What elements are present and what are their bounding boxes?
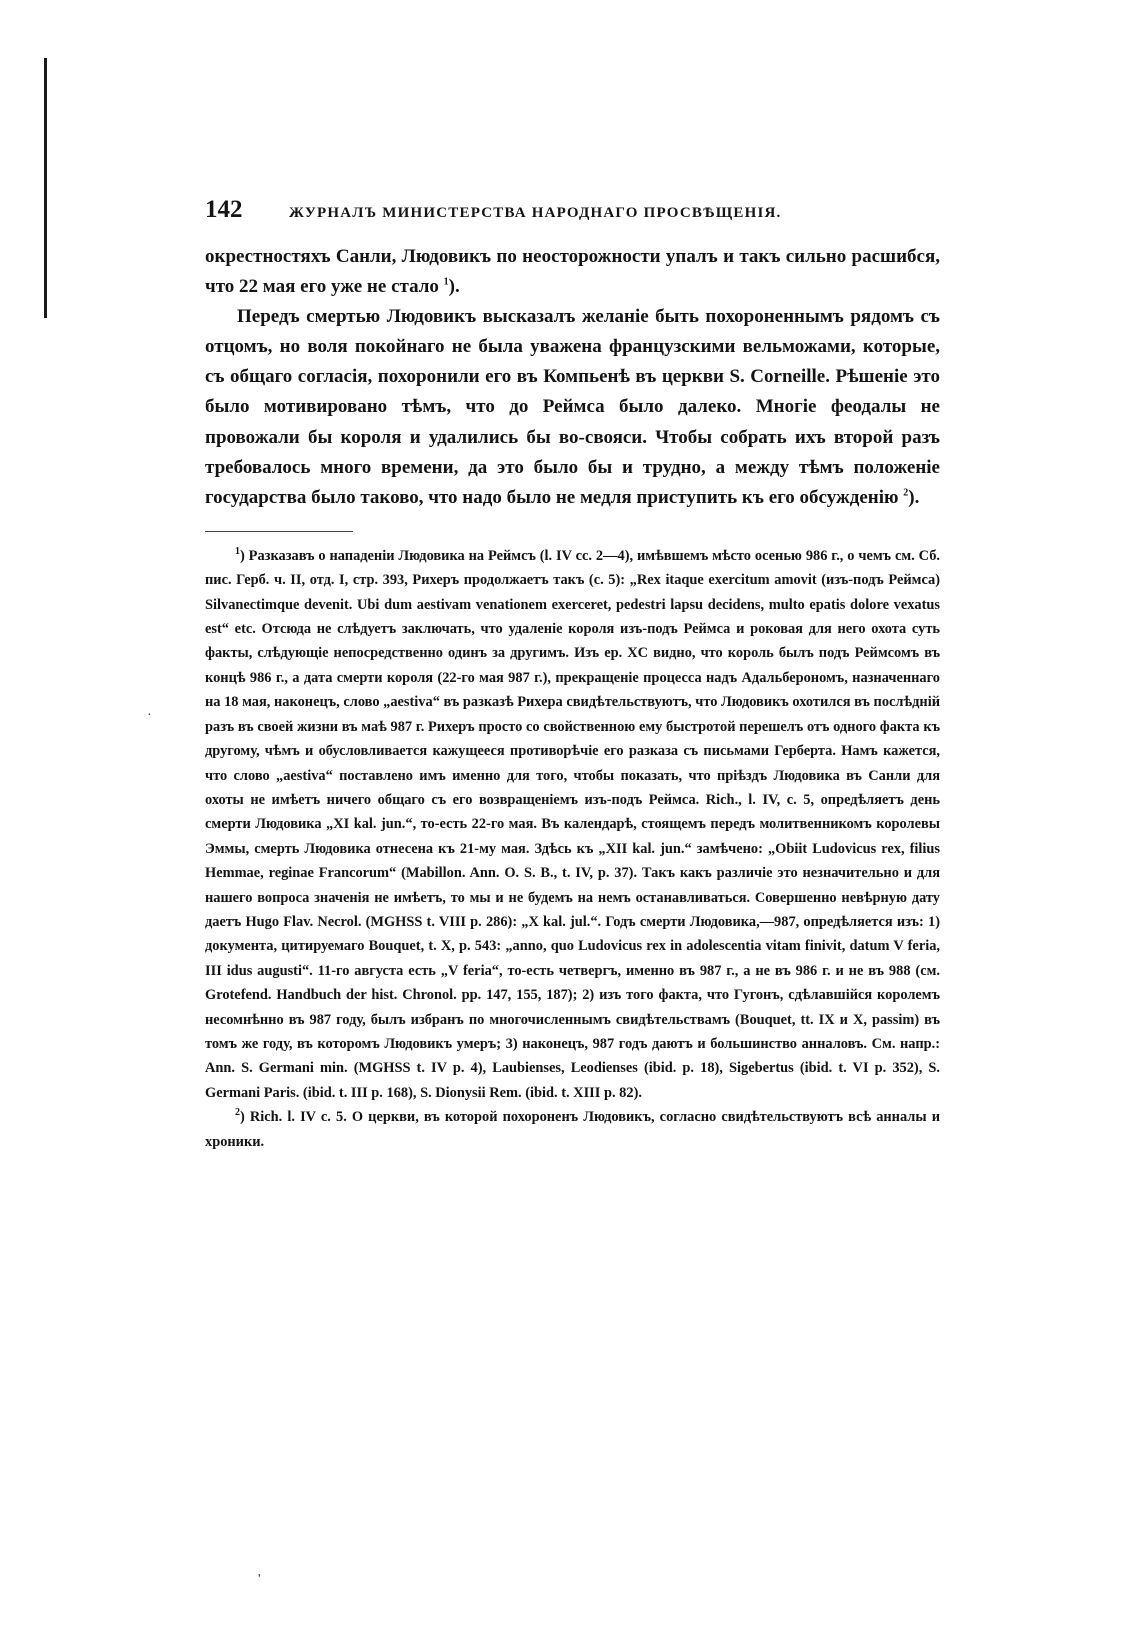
footnote-1-text: ) Разказавъ о нападеніи Людовика на Реймсъ (l. IV cc. 2—4), имѣвшемъ мѣсто осенью 986 г., о чемъ см. Сб. пис. Герб. ч. II, отд. I, стр. 393, Рихеръ продолжаетъ такъ (c. 5): „Rex itaque exercitum amovit (изъ-подъ Реймса) Silvanectimque devenit. Ubi dum aestivam venationem exerceret, pedestri lapsu decidens, multo epatis dolore vexatus est“ etc. Отсюда не слѣдуетъ заключать, что удаленіе короля изъ-подъ Реймса и роковая для него охота суть факты, слѣдующіе непосредственно одинъ за другимъ. Изъ ер. XC видно, что король былъ подъ Реймсомъ въ концѣ 986 г., а дата смерти короля (22-го мая 987 г.), прекращеніе процесса надъ Адальберономъ, назначеннаго на 18 мая, наконецъ, слово „aestiva“ въ разказѣ Рихера свидѣтельствуютъ, что Людовикъ охотился въ послѣдній разъ въ своей жизни въ маѣ 987 г. Рихеръ просто со свойственною ему быстротой перешелъ отъ одного факта къ другому, чѣмъ и обусловливается кажущееся противорѣчіе его разказа съ письмами Герберта. Намъ кажется, что слово „aestiva“ поставлено имъ именно для того, чтобы показать, что пріѣздъ Людовика въ Санли для охоты не имѣетъ ничего общаго съ его возвращеніемъ изъ-подъ Реймса. Rich., l. IV, c. 5, опредѣляетъ день смерти Людовика „XI kal. jun.“, то-есть 22-го мая. Въ календарѣ, стоящемъ передъ молитвенникомъ королевы Эммы, смерть Людовика отнесена къ 21-му мая. Здѣсь къ „XII kal. jun.“ замѣчено: „Obiit Ludovicus rex, filius Hemmae, reginae Francorum“ (Mabillon. Ann. O. S. B., t. IV, p. 37). Такъ какъ различіе это незначительно и для нашего вопроса значенія не имѣетъ, то мы и не будемъ на немъ останавливаться. Совершенно невѣрную дату даетъ Hugo Flav. Necrol. (MGHSS t. VIII p. 286): „X kal. jul.“. Годъ смерти Людовика,—987, опредѣляется изъ: 1) документа, цитируемаго Bouquet, t. X, p. 543: „anno, quo Ludovicus rex in adolescentia vitam finivit, datum V feria, III idus augusti“. 11-го августа есть „V feria“, то-есть четвергъ, именно въ 987 г., а не въ 986 г. и не въ 988 (см. Grotefend. Handbuch der hist. Chronol. pp. 147, 155, 187); 2) изъ того факта, что Гугонъ, сдѣлавшійся королемъ несомнѣнно въ 987 году, былъ избранъ по многочисленнымъ свидѣтельствамъ (Bouquet, tt. IX и X, passim) въ томъ же году, въ которомъ Людовикъ умеръ; 3) наконецъ, 987 годъ даютъ и большинство анналовъ. См. напр.: Ann. S. Germani min. (MGHSS t. IV p. 4), Laubienses, Leodienses (ibid. p. 18), Sigebertus (ibid. t. VI p. 352), S. Germani Paris. (ibid. t. III p. 168), S. Dionysii Rem. (ibid. t. XIII p. 82). bbox=[205, 547, 940, 1101]
footnote-ref-1: 1 bbox=[443, 276, 449, 288]
footnote-2-text: ) Rich. l. IV c. 5. О церкви, въ которой похороненъ Людовикъ, согласно свидѣтельствуютъ всѣ анналы и хроники. bbox=[205, 1109, 940, 1150]
scan-speck: ' bbox=[258, 1572, 261, 1587]
body-paragraph-1 bbox=[205, 242, 940, 302]
footnote-1 bbox=[205, 544, 940, 1105]
footnote-2 bbox=[205, 1105, 940, 1154]
page-number: 142 bbox=[205, 196, 243, 223]
body-paragraph-2-end: ). bbox=[908, 486, 920, 508]
footnote-divider bbox=[205, 531, 353, 532]
body-paragraph-1-text: окрестностяхъ Санли, Людовикъ по неосторожности упалъ и такъ сильно расшибся, что 22 мая его уже не стало bbox=[205, 246, 940, 298]
scan-margin-line bbox=[44, 58, 47, 318]
body-paragraph-2 bbox=[205, 302, 940, 513]
footnote-1-marker: 1 bbox=[235, 546, 240, 558]
footnote-2-marker: 2 bbox=[235, 1107, 240, 1119]
scan-speck: · bbox=[147, 708, 152, 723]
page-content bbox=[205, 196, 940, 1154]
page-header bbox=[205, 196, 940, 224]
running-title: ЖУРНАЛЪ МИНИСТЕРСТВА НАРОДНАГО ПРОСВѢЩЕНІЯ. bbox=[289, 205, 782, 221]
footnote-ref-2: 2 bbox=[903, 487, 909, 499]
body-paragraph-2-text: Передъ смертью Людовикъ высказалъ желаніе быть похороненнымъ рядомъ съ отцомъ, но воля покойнаго не была уважена французскими вельможами, которые, съ общаго согласія, похоронили его въ Компьенѣ въ церкви S. Corneille. Рѣшеніе это было мотивировано тѣмъ, что до Реймса было далеко. Многіе феодалы не провожали бы короля и удалились бы во-свояси. Чтобы собрать ихъ второй разъ требовалось много времени, да это было бы и трудно, а между тѣмъ положеніе государства было таково, что надо было не медля приступить къ его обсужденію bbox=[205, 306, 940, 508]
body-paragraph-1-end: ). bbox=[448, 276, 460, 298]
